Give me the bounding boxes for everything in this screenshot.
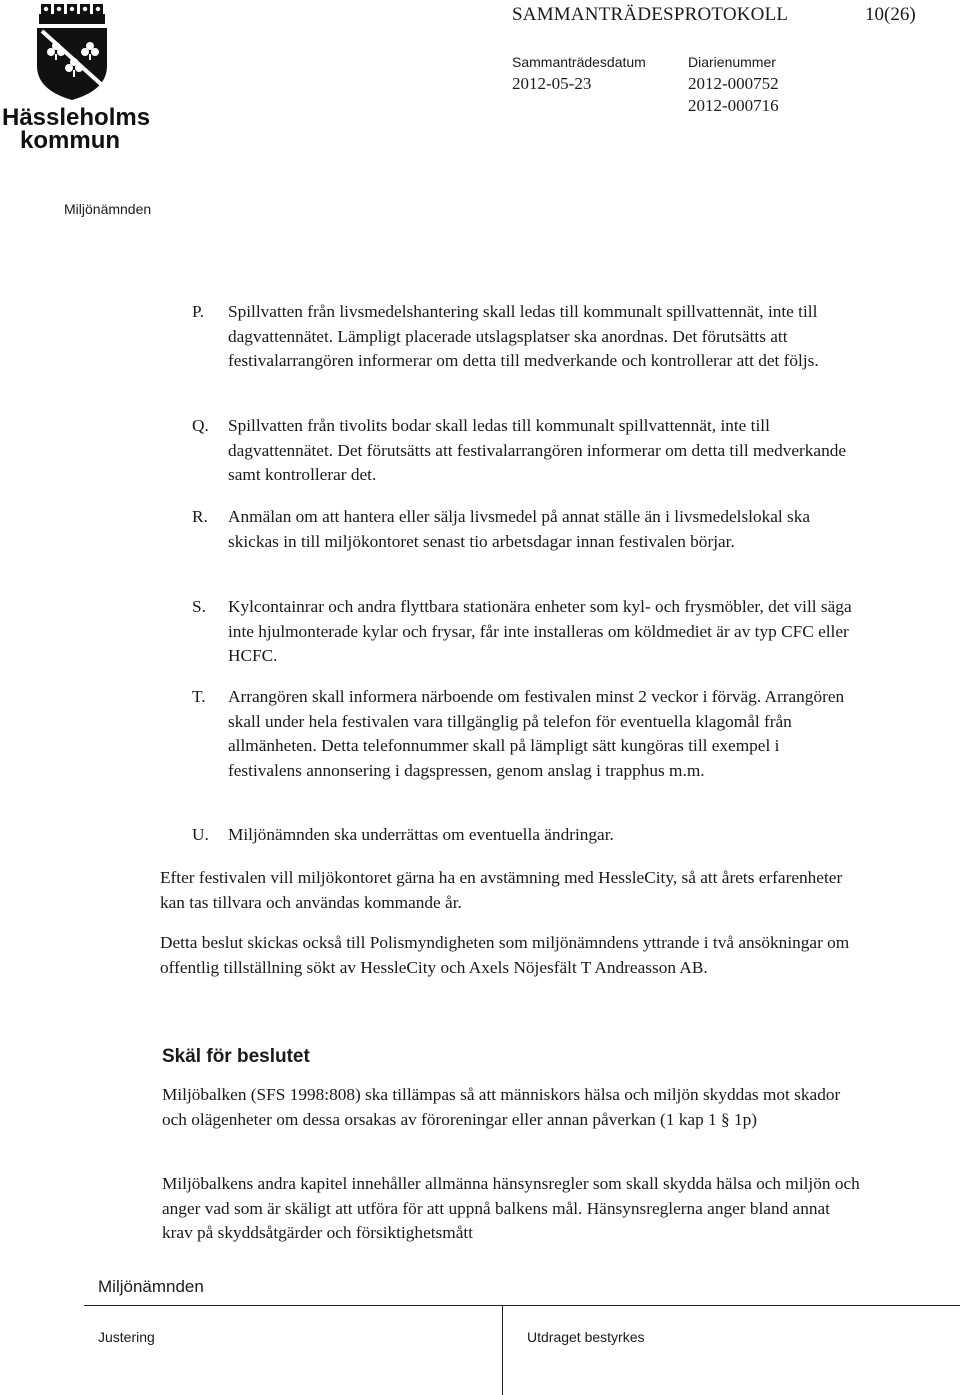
section-heading: Skäl för beslutet <box>162 1046 310 1067</box>
logo-text-line1: Hässleholms <box>2 104 150 131</box>
footer-committee: Miljönämnden <box>98 1277 204 1296</box>
committee-name: Miljönämnden <box>64 201 152 217</box>
list-item <box>192 414 852 488</box>
coat-of-arms-icon <box>0 0 150 152</box>
document-title: SAMMANTRÄDESPROTOKOLL <box>512 4 789 25</box>
diary-number-2: 2012-000716 <box>688 96 779 115</box>
list-item <box>192 823 852 848</box>
list-item <box>192 300 852 374</box>
section-paragraph: Miljöbalken (SFS 1998:808) ska tillämpas så att människors hälsa och miljön skyddas mot skador och olägenheter om dessa orsakas av föroreningar eller annan påverkan (1 kap 1 § 1p) <box>162 1085 841 1129</box>
meeting-date-label: Sammanträdesdatum <box>512 54 646 70</box>
footer-divider <box>84 1305 960 1306</box>
paragraph: Detta beslut skickas också till Polismyndigheten som miljönämndens yttrande i två ansökningar om offentlig tillställning sökt av HessleCity och Axels Nöjesfält T Andreasson AB. <box>160 933 850 977</box>
logo-text-line2: kommun <box>20 127 121 152</box>
utdraget-label: Utdraget bestyrkes <box>527 1329 645 1345</box>
list-item <box>192 595 852 669</box>
diary-number-1: 2012-000752 <box>688 74 779 93</box>
municipality-logo <box>0 0 150 152</box>
meeting-date: 2012-05-23 <box>512 74 592 93</box>
list-item-letter: U. <box>192 825 209 844</box>
list-item-letter: T. <box>192 687 206 706</box>
page-number: 10(26) <box>865 4 916 25</box>
list-item-text: Kylcontainrar och andra flyttbara stationära enheter som kyl- och frysmöbler, det vill säga inte hjulmonterade kylar och frysar, får inte installeras om köldmediet är av typ CFC eller HCFC. <box>228 597 852 666</box>
list-item-letter: R. <box>192 507 208 526</box>
list-item-text: Spillvatten från tivolits bodar skall ledas till kommunalt spillvattennät, inte till dagvattennätet. Det förutsätts att festivalarrangören informerar om detta till medverkande samt kontrollerar det. <box>228 416 847 485</box>
section-paragraph: Miljöbalkens andra kapitel innehåller allmänna hänsynsregler som skall skydda hälsa och miljön och anger vad som är skäligt att utföra för att uppnå balkens mål. Hänsynsreglerna anger bland annat krav på skyddsåtgärder och försiktighetsmått <box>162 1174 860 1243</box>
list-item-text: Spillvatten från livsmedelshantering skall ledas till kommunalt spillvattennät, inte till dagvattennätet. Lämpligt placerade utslagsplatser ska anordnas. Det förutsätts att festivalarrangören informerar om detta till medverkande och kontrollerar att det följs. <box>228 302 819 371</box>
list-item <box>192 685 852 783</box>
list-item-letter: S. <box>192 597 206 616</box>
list-item-text: Arrangören skall informera närboende om festivalen minst 2 veckor i förväg. Arrangören skall under hela festivalen vara tillgänglig på telefon för eventuella klagomål från allmänheten. Detta telefonnummer skall på lämpligt sätt kungöras till exempel i festivalens annonsering i dagspressen, genom anslag i trapphus m.m. <box>228 687 845 780</box>
justering-label: Justering <box>98 1329 155 1345</box>
diary-label: Diarienummer <box>688 54 776 70</box>
list-item-letter: Q. <box>192 416 209 435</box>
paragraph: Efter festivalen vill miljökontoret gärna ha en avstämning med HessleCity, så att årets erfarenheter kan tas tillvara och användas kommande år. <box>160 868 843 912</box>
list-item <box>192 505 852 554</box>
list-item-letter: P. <box>192 302 205 321</box>
list-item-text: Miljönämnden ska underrättas om eventuella ändringar. <box>228 825 614 844</box>
list-item-text: Anmälan om att hantera eller sälja livsmedel på annat ställe än i livsmedelslokal ska skickas in till miljökontoret senast tio arbetsdagar innan festivalen börjar. <box>228 507 811 551</box>
footer-column-divider <box>502 1305 503 1395</box>
